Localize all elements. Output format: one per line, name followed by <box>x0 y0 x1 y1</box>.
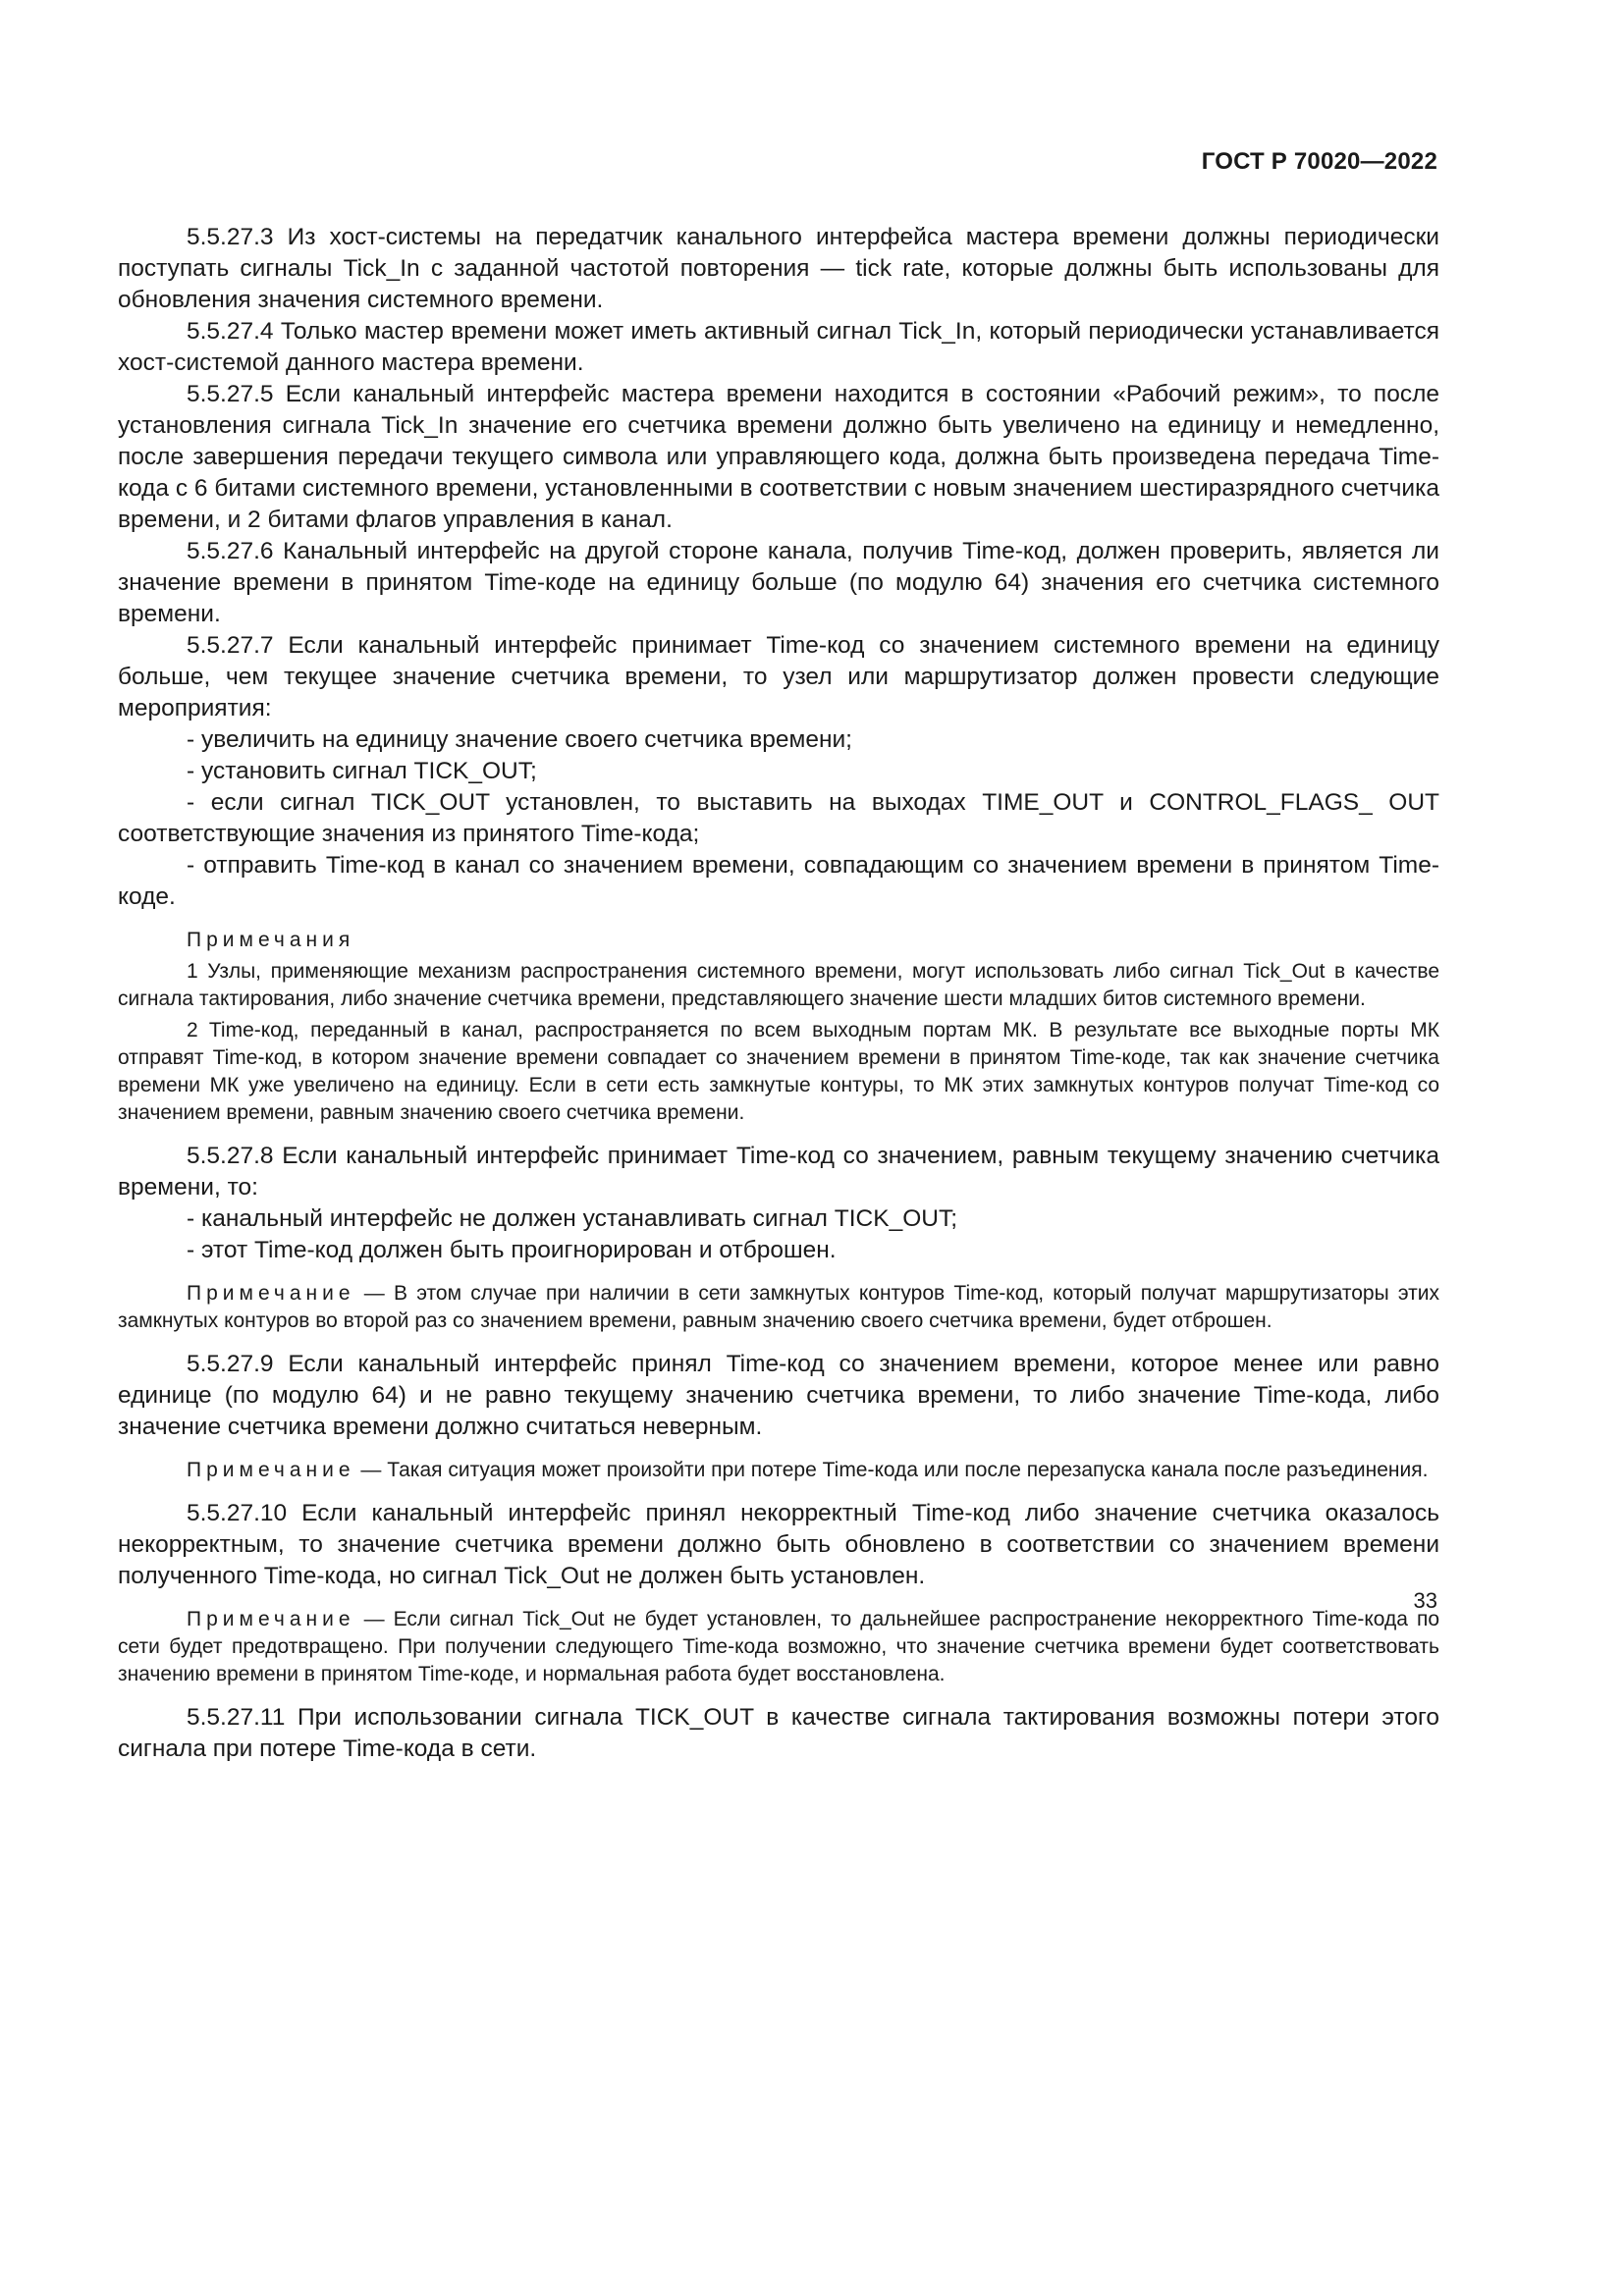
note-block <box>118 1457 1439 1484</box>
paragraph-5-5-27-11: 5.5.27.11 При использовании сигнала TICK_OUT в качестве сигнала тактирования возможны потери этого сигнала при потере Time-кода в сети. <box>118 1704 1439 1762</box>
note-block <box>118 1280 1439 1335</box>
note-block <box>118 1606 1439 1688</box>
list-item: - увеличить на единицу значение своего счетчика времени; <box>187 726 852 753</box>
document-body <box>118 222 1439 1765</box>
document-header-id: ГОСТ Р 70020—2022 <box>1201 148 1437 175</box>
paragraph-5-5-27-8: 5.5.27.8 Если канальный интерфейс принимает Time-код со значением, равным текущему значению счетчика времени, то: <box>118 1143 1439 1201</box>
list-item: - канальный интерфейс не должен устанавливать сигнал TICK_OUT; <box>187 1205 958 1232</box>
paragraph-5-5-27-6: 5.5.27.6 Канальный интерфейс на другой стороне канала, получив Time-код, должен проверить, является ли значение времени в принятом Time-коде на единицу больше (по модулю 64) значения его счетчика системного времени. <box>118 538 1439 627</box>
page-number: 33 <box>1413 1588 1437 1613</box>
list-item: - этот Time-код должен быть проигнорирован и отброшен. <box>187 1237 837 1263</box>
paragraph-5-5-27-5: 5.5.27.5 Если канальный интерфейс мастера времени находится в состоянии «Рабочий режим», то после установления сигнала Tick_In значение его счетчика времени должно быть увеличено на единицу и немедленно, после завершения передачи текущего символа или управляющего кода, должна быть произведена передача Time-кода с 6 битами системного времени, установленными в соответствии с новым значением шестиразрядного счетчика времени, и 2 битами флагов управления в канал. <box>118 381 1439 533</box>
note-label: Примечание <box>187 1459 355 1481</box>
paragraph-5-5-27-9: 5.5.27.9 Если канальный интерфейс принял Time-код со значением времени, которое менее или равно единице (по модулю 64) и не равно текущему значению счетчика времени, то либо значение Time-кода, либо значение счетчика времени должно считаться неверным. <box>118 1351 1439 1440</box>
note-label: Примечание <box>187 1282 355 1305</box>
note-text: — Если сигнал Tick_Out не будет установлен, то дальнейшее распространение некорректного Time-кода по сети будет предотвращено. При получении следующего Time-кода возможно, что значение счетчика времени будет соответствовать значению времени в принятом Time-коде, и нормальная работа будет восстановлена. <box>118 1608 1440 1685</box>
list-item: - отправить Time-код в канал со значением времени, совпадающим со значением времени в принятом Time-коде. <box>118 852 1439 910</box>
list-item: - установить сигнал TICK_OUT; <box>187 758 537 784</box>
note-text: — Такая ситуация может произойти при потере Time-кода или после перезапуска канала после разъединения. <box>360 1459 1429 1481</box>
paragraph-5-5-27-3: 5.5.27.3 Из хост-системы на передатчик канального интерфейса мастера времени должны периодически поступать сигналы Tick_In с заданной частотой повторения — tick rate, которые должны быть использованы для обновления значения системного времени. <box>118 224 1439 313</box>
paragraph-5-5-27-10: 5.5.27.10 Если канальный интерфейс принял некорректный Time-код либо значение счетчика оказалось некорректным, то значение счетчика времени должно быть обновлено в соответствии со значением времени полученного Time-кода, но сигнал Tick_Out не должен быть установлен. <box>118 1500 1439 1589</box>
note-item-1: 1 Узлы, применяющие механизм распространения системного времени, могут использовать либо сигнал Tick_Out в качестве сигнала тактирования, либо значение счетчика времени, представляющего значение шести младших битов системного времени. <box>118 960 1439 1010</box>
paragraph-5-5-27-7: 5.5.27.7 Если канальный интерфейс принимает Time-код со значением системного времени на единицу больше, чем текущее значение счетчика времени, то узел или маршрутизатор должен провести следующие мероприятия: <box>118 632 1439 721</box>
paragraph-5-5-27-4: 5.5.27.4 Только мастер времени может иметь активный сигнал Tick_In, который периодически устанавливается хост-системой данного мастера времени. <box>118 318 1439 376</box>
note-label: Примечание <box>187 1608 355 1630</box>
note-text: — В этом случае при наличии в сети замкнутых контуров Time-код, который получат маршрутизаторы этих замкнутых контуров во второй раз со значением времени, равным значению своего счетчика времени, будет отброшен. <box>118 1282 1439 1332</box>
note-item-2: 2 Time-код, переданный в канал, распространяется по всем выходным портам МК. В результате все выходные порты МК отправят Time-код, в котором значение времени совпадает со значением времени в принятом Time-коде, так как значение счетчика времени МК уже увеличено на единицу. Если в сети есть замкнутые контуры, то МК этих замкнутых контуров получат Time-код со значением времени, равным значению своего счетчика времени. <box>118 1019 1439 1124</box>
list-item: - если сигнал TICK_OUT установлен, то выставить на выходах TIME_OUT и CONTROL_FLAGS_ OUT соответствующие значения из принятого Time-кода; <box>118 789 1439 847</box>
notes-heading: Примечания <box>187 929 355 951</box>
